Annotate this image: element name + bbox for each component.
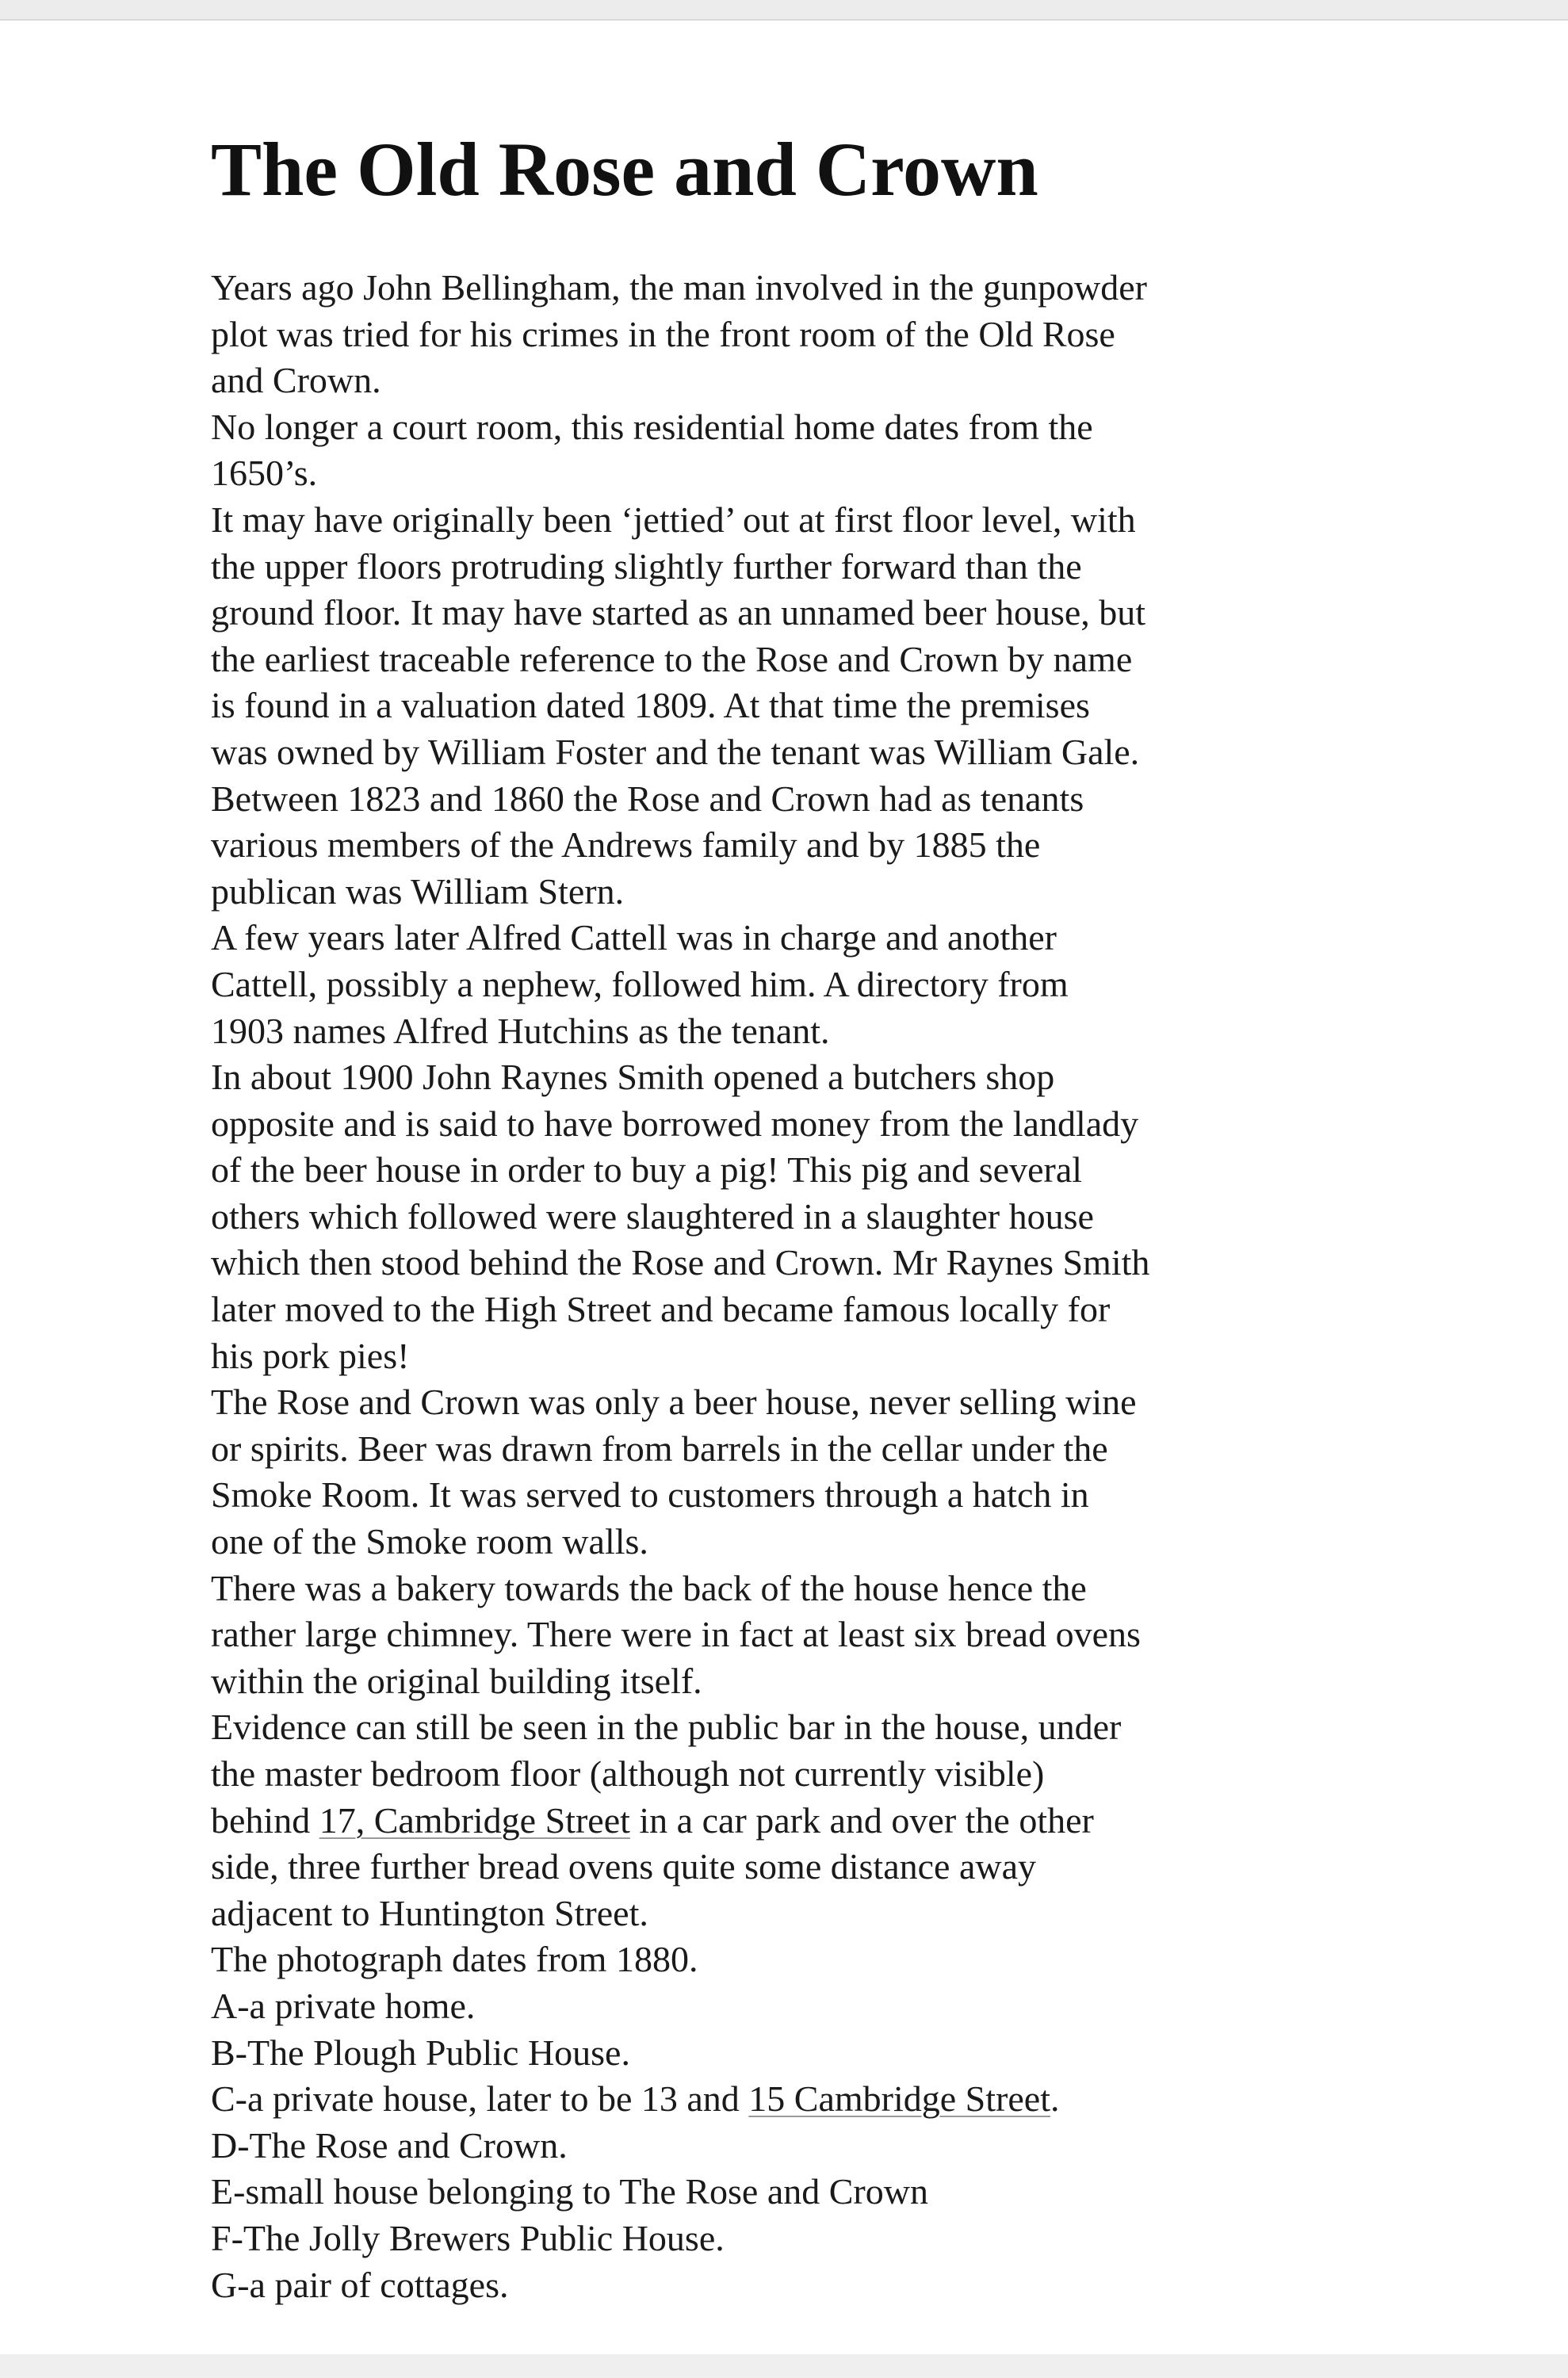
text-line: opposite and is said to have borrowed money from the landlady: [211, 1103, 1139, 1144]
text-line: No longer a court room, this residential home dates from the: [211, 406, 1093, 447]
text-line: [211, 1798, 1241, 1845]
top-bar: [0, 0, 1568, 21]
document-title: The Old Rose and Crown: [211, 127, 1038, 212]
text-line: plot was tried for his crimes in the front room of the Old Rose: [211, 313, 1115, 354]
text-line: which then stood behind the Rose and Crown. Mr Raynes Smith: [211, 1242, 1150, 1283]
text-line: the master bedroom floor (although not currently visible): [211, 1753, 1045, 1794]
text-line: adjacent to Huntington Street.: [211, 1892, 648, 1933]
document-body: [211, 265, 1241, 2308]
text-fragment: C-a private house, later to be 13 and: [211, 2078, 749, 2120]
text-line: Years ago John Bellingham, the man involved in the gunpowder: [211, 267, 1147, 308]
text-line: There was a bakery towards the back of the house hence the: [211, 1567, 1087, 1608]
legend-item-e: E-small house belonging to The Rose and Crown: [211, 2171, 928, 2212]
text-line: was owned by William Foster and the tenant was William Gale.: [211, 731, 1140, 772]
text-line: various members of the Andrews family and by 1885 the: [211, 824, 1041, 866]
text-line: Smoke Room. It was served to customers through a hatch in: [211, 1474, 1089, 1516]
legend-item-b: B-The Plough Public House.: [211, 2032, 630, 2073]
text-line: 1650’s.: [211, 453, 318, 494]
text-line: Cattell, possibly a nephew, followed him. A directory from: [211, 963, 1069, 1004]
text-line: Evidence can still be seen in the public bar in the house, under: [211, 1707, 1122, 1748]
text-line: rather large chimney. There were in fact at least six bread ovens: [211, 1614, 1141, 1655]
text-line: is found in a valuation dated 1809. At that time the premises: [211, 685, 1090, 726]
text-line: of the beer house in order to buy a pig! This pig and several: [211, 1149, 1083, 1191]
text-line: side, three further bread ovens quite some distance away: [211, 1846, 1036, 1887]
document-page: [0, 21, 1568, 2354]
text-line: one of the Smoke room walls.: [211, 1521, 648, 1562]
text-line: ground floor. It may have started as an unnamed beer house, but: [211, 592, 1146, 633]
legend-item-c: [211, 2076, 1241, 2123]
legend-item-a: A-a private home.: [211, 1985, 476, 2026]
text-line: the earliest traceable reference to the Rose and Crown by name: [211, 638, 1133, 679]
text-line: In about 1900 John Raynes Smith opened a butchers shop: [211, 1057, 1055, 1098]
text-line: A few years later Alfred Cattell was in charge and another: [211, 917, 1057, 958]
text-line: Between 1823 and 1860 the Rose and Crown had as tenants: [211, 778, 1084, 819]
legend-item-f: F-The Jolly Brewers Public House.: [211, 2217, 725, 2258]
text-line: later moved to the High Street and became famous locally for: [211, 1289, 1111, 1330]
text-line: within the original building itself.: [211, 1660, 702, 1701]
text-line: 1903 names Alfred Hutchins as the tenant.: [211, 1010, 830, 1051]
text-fragment: in a car park and over the other: [629, 1799, 1094, 1841]
text-line: publican was William Stern.: [211, 870, 625, 912]
cambridge-street-17-link[interactable]: 17, Cambridge Street: [319, 1799, 630, 1841]
text-fragment: .: [1050, 2078, 1060, 2120]
text-line: others which followed were slaughtered in a slaughter house: [211, 1195, 1094, 1237]
bottom-bar: [0, 2354, 1568, 2378]
text-line: the upper floors protruding slightly further forward than the: [211, 545, 1082, 587]
text-line: The Rose and Crown was only a beer house, never selling wine: [211, 1382, 1137, 1423]
text-line: and Crown.: [211, 360, 381, 401]
text-fragment: behind: [211, 1799, 319, 1841]
legend-item-d: D-The Rose and Crown.: [211, 2124, 568, 2166]
cambridge-street-15-link[interactable]: 15 Cambridge Street: [748, 2078, 1050, 2120]
legend-item-g: G-a pair of cottages.: [211, 2264, 509, 2305]
text-line: or spirits. Beer was drawn from barrels in the cellar under the: [211, 1428, 1108, 1469]
text-line: his pork pies!: [211, 1335, 410, 1376]
text-line: It may have originally been ‘jettied’ out at first floor level, with: [211, 499, 1136, 540]
photo-date-line: The photograph dates from 1880.: [211, 1939, 698, 1980]
